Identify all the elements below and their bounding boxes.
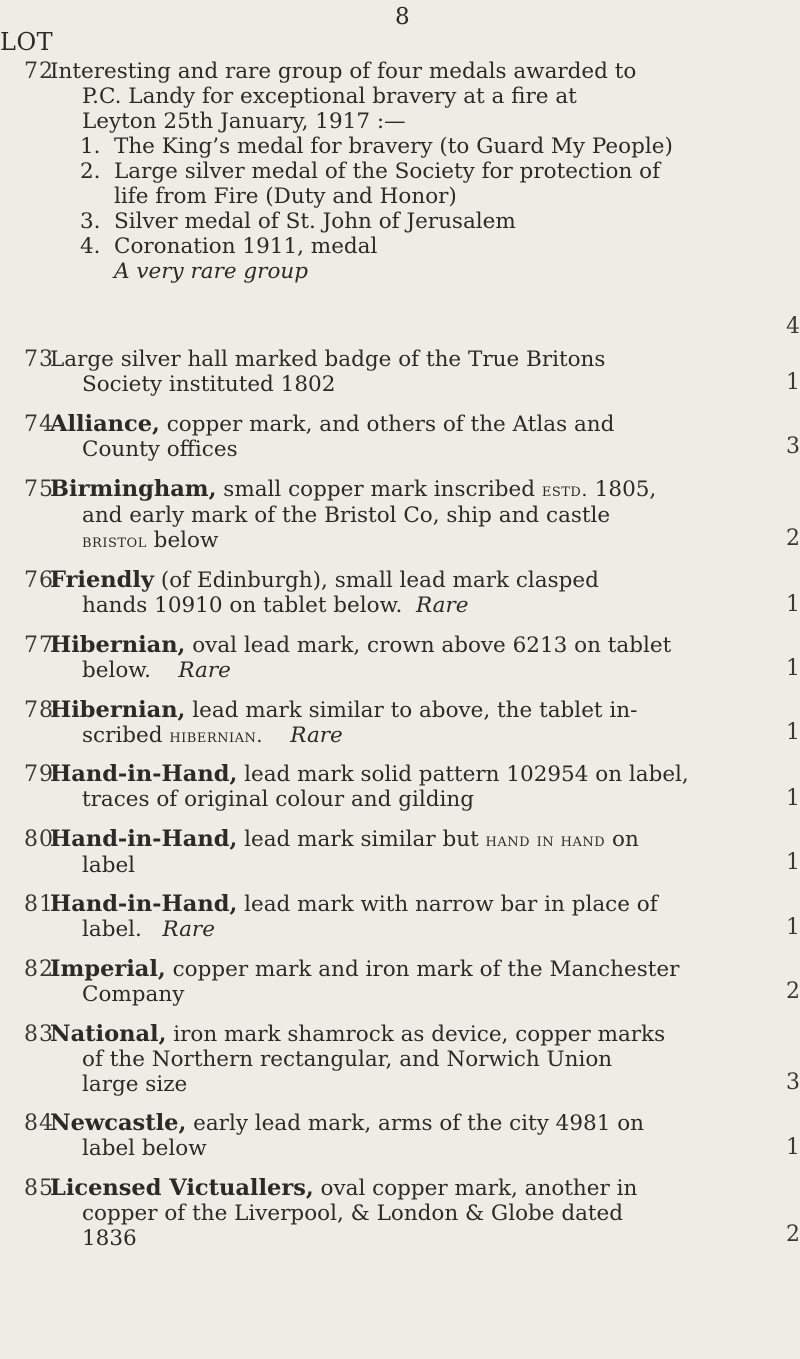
lot-description (50, 59, 786, 284)
lot-number: 80 (24, 827, 54, 852)
lot-description (50, 1176, 786, 1251)
lot-text-line: below. Rare (82, 658, 231, 683)
lot-text-line: label (82, 853, 136, 878)
lot-text-line: copper of the Liverpool, & London & Globe dated (82, 1201, 624, 1226)
lot-quantity: 2 (786, 526, 800, 551)
lot-quantity: 1 (786, 656, 800, 681)
lot-text-line: Newcastle, early lead mark, arms of the city 4981 on (50, 1110, 645, 1136)
lot-text-line: traces of original colour and gilding (82, 787, 475, 812)
lot-text-line: Society instituted 1802 (82, 372, 336, 397)
lot-number: 84 (24, 1111, 54, 1136)
medal-list (50, 134, 786, 259)
lot-quantity: 1 (786, 915, 800, 940)
lot-title: Hand-in-Hand, (50, 761, 238, 787)
lot-quantity: 1 (786, 850, 800, 875)
lot-column-header: LOT (0, 28, 54, 56)
lot-text-line: County offices (82, 437, 238, 462)
lot-quantity: 1 (786, 720, 800, 745)
lot-text-line: Large silver hall marked badge of the True Britons (50, 347, 606, 372)
lot-text-line: label below (82, 1136, 207, 1161)
lot-quantity: 2 (786, 1222, 800, 1247)
lot-number: 85 (24, 1176, 54, 1201)
lot-text-line: Hand-in-Hand, lead mark solid pattern 102954 on label, (50, 761, 689, 787)
lot-description (50, 633, 786, 683)
lot-number: 77 (24, 633, 54, 658)
list-item: 2. Large silver medal of the Society for protection of (80, 159, 661, 184)
lot-number: 73 (24, 347, 54, 372)
lot-description (50, 827, 786, 878)
lot-title: Newcastle, (50, 1110, 187, 1136)
lot-title: Hand-in-Hand, (50, 826, 238, 852)
lot-description (50, 1111, 786, 1161)
lot-number: 79 (24, 762, 54, 787)
lot-note: A very rare group (114, 259, 309, 284)
lot-text-line: Licensed Victuallers, oval copper mark, another in (50, 1175, 638, 1201)
lot-title: Imperial, (50, 956, 166, 982)
lot-title: Alliance, (50, 411, 160, 437)
lot-quantity: 1 (786, 592, 800, 617)
lot-text-line: bristol below (82, 528, 219, 553)
page-number: 8 (395, 4, 410, 30)
lot-text-line: of the Northern rectangular, and Norwich Union (82, 1047, 613, 1072)
lot-text-line: Friendly (of Edinburgh), small lead mark clasped (50, 567, 599, 593)
lot-text-line: National, iron mark shamrock as device, copper marks (50, 1021, 666, 1047)
lot-quantity: 2 (786, 979, 800, 1004)
lot-text-line: large size (82, 1072, 188, 1097)
lot-title: Hand-in-Hand, (50, 891, 238, 917)
lot-quantity: 3 (786, 434, 800, 459)
lot-number: 72 (24, 59, 54, 84)
lot-description (50, 698, 786, 749)
lot-description (50, 347, 786, 397)
lot-quantity: 1 (786, 786, 800, 811)
lot-description (50, 477, 786, 554)
lot-number: 78 (24, 698, 54, 723)
lot-title: Birmingham, (50, 476, 217, 502)
lot-number: 74 (24, 412, 54, 437)
lot-text-line: label. Rare (82, 917, 215, 942)
lot-title: Friendly (50, 567, 155, 593)
lot-text-line: Hibernian, oval lead mark, crown above 6213 on tablet (50, 632, 672, 658)
lot-text-line: and early mark of the Bristol Co, ship and castle (82, 503, 611, 528)
lot-text-line: Alliance, copper mark, and others of the Atlas and (50, 411, 615, 437)
lot-text-line: P.C. Landy for exceptional bravery at a fire at (82, 84, 577, 109)
lot-number: 81 (24, 892, 54, 917)
lot-text-line: Hibernian, lead mark similar to above, the tablet in- (50, 697, 638, 723)
lot-quantity: 1 (786, 1135, 800, 1160)
lot-description (50, 957, 786, 1007)
lot-description (50, 762, 786, 812)
lot-description (50, 568, 786, 618)
lot-title: Licensed Victuallers, (50, 1175, 314, 1201)
lot-number: 75 (24, 477, 54, 502)
lot-number: 76 (24, 568, 54, 593)
lot-title: Hibernian, (50, 697, 186, 723)
lot-description (50, 412, 786, 462)
lot-description (50, 892, 786, 942)
lot-quantity: 3 (786, 1070, 800, 1095)
lot-text-line: scribed hibernian. Rare (82, 723, 343, 748)
lot-quantity: 1 (786, 370, 800, 395)
list-item-continued: life from Fire (Duty and Honor) (114, 184, 457, 209)
lot-title: National, (50, 1021, 167, 1047)
lot-description (50, 1022, 786, 1097)
lot-text-line: Interesting and rare group of four medals awarded to (50, 59, 637, 84)
list-item: 3. Silver medal of St. John of Jerusalem (80, 209, 516, 234)
lot-text-line: 1836 (82, 1226, 137, 1251)
lot-text-line: Imperial, copper mark and iron mark of the Manchester (50, 956, 680, 982)
list-item: 4. Coronation 1911, medal (80, 234, 378, 259)
lot-number: 83 (24, 1022, 54, 1047)
lot-text-line: Hand-in-Hand, lead mark with narrow bar in place of (50, 891, 658, 917)
lot-number: 82 (24, 957, 54, 982)
lot-text-line: hands 10910 on tablet below. Rare (82, 593, 469, 618)
list-item: 1. The King’s medal for bravery (to Guard My People) (80, 134, 673, 159)
lot-text-line: Company (82, 982, 185, 1007)
lot-quantity: 4 (786, 314, 800, 339)
lot-text-line: Birmingham, small copper mark inscribed estd. 1805, (50, 476, 657, 502)
lot-title: Hibernian, (50, 632, 186, 658)
lot-text-line: Hand-in-Hand, lead mark similar but hand in hand on (50, 826, 639, 852)
lot-text-line: Leyton 25th January, 1917 :— (82, 109, 406, 134)
